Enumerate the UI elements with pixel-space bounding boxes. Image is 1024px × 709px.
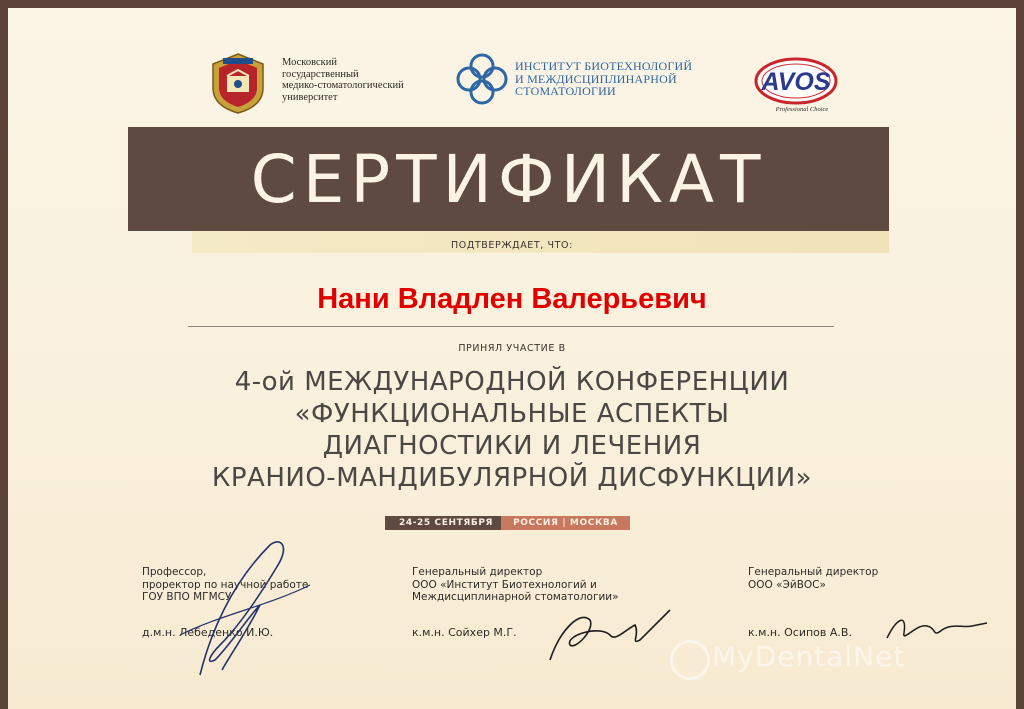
event-date-place [385,516,630,530]
confirms-label: ПОДТВЕРЖДАЕТ, ЧТО: [451,240,573,251]
recipient-name: Нани Владлен Валерьевич [317,283,707,315]
certificate-title: СЕРТИФИКАТ [250,141,767,218]
university-name: Московский государственный медико-стоматологический университет [282,57,404,103]
signatory-2-title: Генеральный директор ООО «Институт Биотехнологий и Междисциплинарной стоматологии» [412,566,619,603]
frame-left [0,0,8,709]
watermark-icon [670,640,710,680]
watermark-text: MyDentalNet [712,640,906,673]
participated-label: ПРИНЯЛ УЧАСТИЕ В [458,343,566,354]
institute-logo [455,52,509,106]
signatory-1-title: Профессор, проректор по научной работе ГОУ ВПО МГМСУ [142,566,309,603]
event-dates: 24-25 СЕНТЯБРЯ [385,516,501,530]
signature-1-icon [160,525,320,685]
recipient-underline [188,326,834,327]
university-crest-logo [205,50,271,116]
svg-text:Professional Choice: Professional Choice [775,106,829,113]
signature-2-icon [540,590,680,670]
frame-top [0,0,1024,8]
event-place: РОССИЯ | МОСКВА [501,516,630,530]
signatory-3-name: к.м.н. Осипов А.В. [748,626,852,639]
conference-title: 4-ой МЕЖДУНАРОДНОЙ КОНФЕРЕНЦИИ «ФУНКЦИОНАЛЬНЫЕ АСПЕКТЫ ДИАГНОСТИКИ И ЛЕЧЕНИЯ КРАНИО-МАНДИБУЛЯРНОЙ ДИСФУНКЦИИ» [211,367,813,493]
institute-name: ИНСТИТУТ БИОТЕХНОЛОГИЙ И МЕЖДИСЦИПЛИНАРНОЙ СТОМАТОЛОГИИ [515,59,693,98]
avos-logo [752,55,840,117]
signatory-1-name: д.м.н. Лебеденко И.Ю. [142,626,274,639]
signatory-2-name: к.м.н. Сойхер М.Г. [412,626,517,639]
signatory-3-title: Генеральный директор ООО «ЭйВОС» [748,566,879,591]
svg-text:AVOS: AVOS [761,68,831,96]
frame-right [1016,0,1024,709]
